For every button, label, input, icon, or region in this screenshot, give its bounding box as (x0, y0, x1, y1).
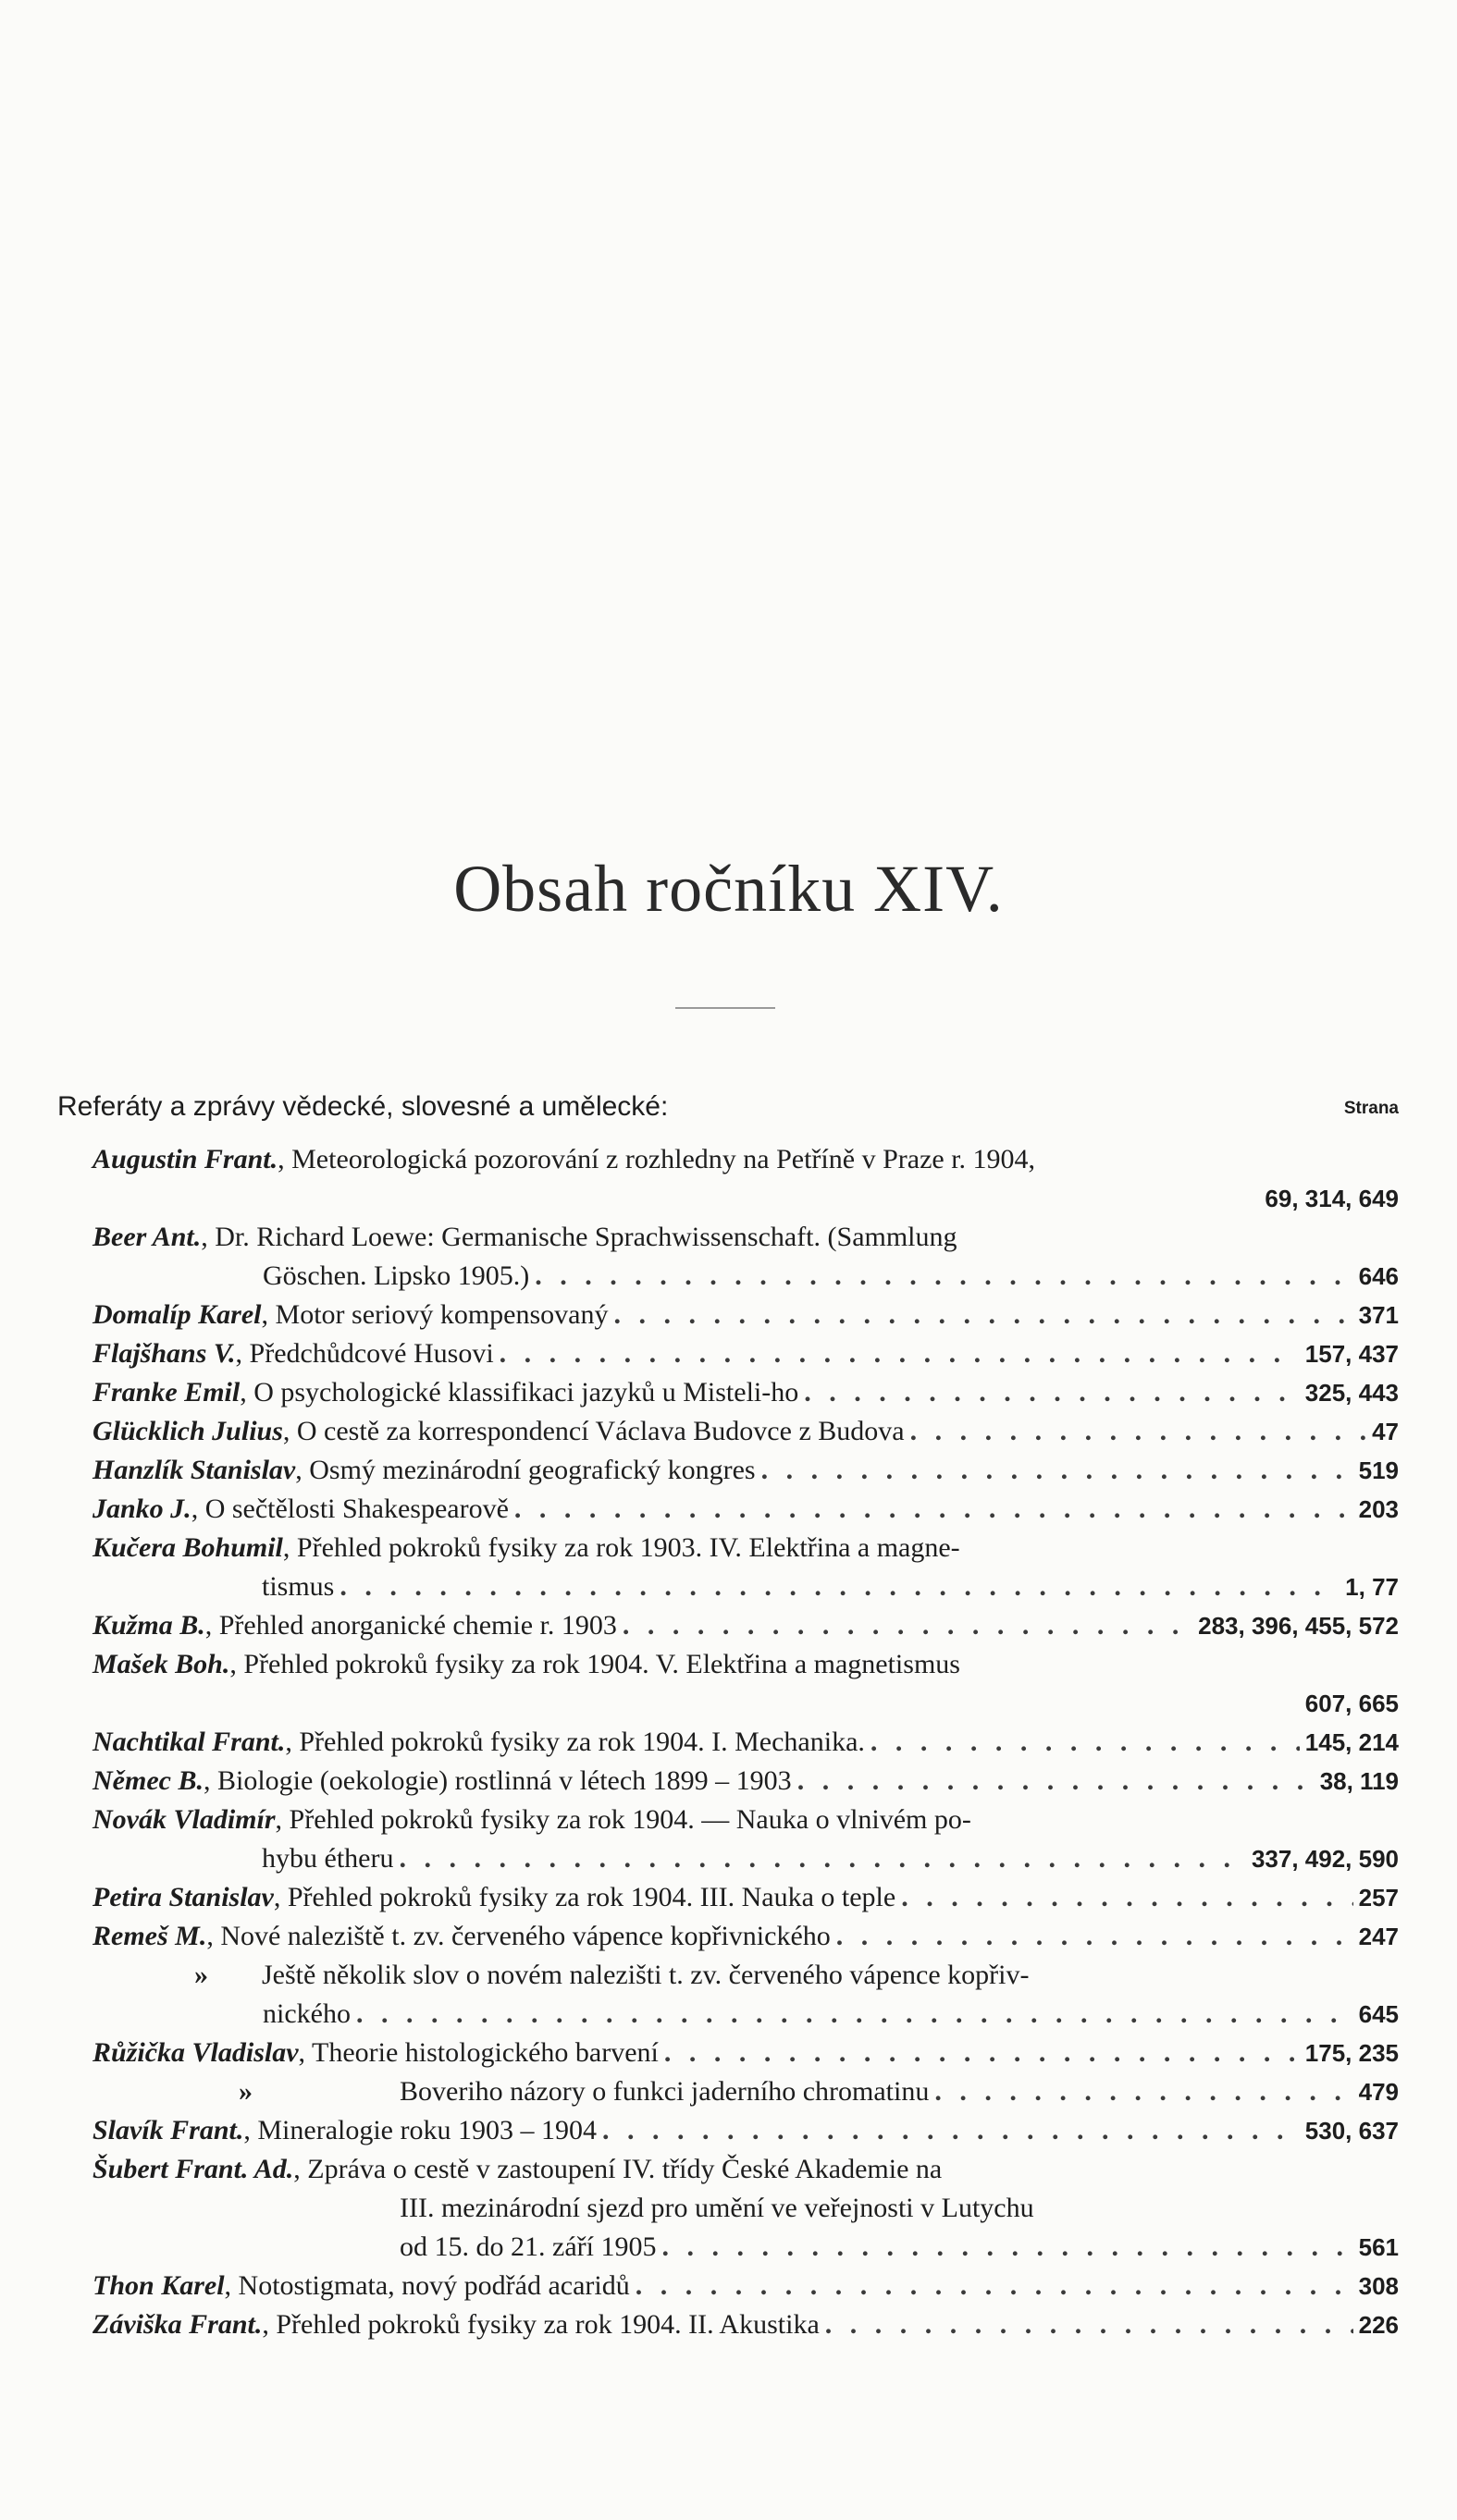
entry-title: Dr. Richard Loewe: Germanische Sprachwissenschaft. (Sammlung (215, 1222, 957, 1252)
toc-entry: Nachtikal Frant., Přehled pokroků fysiky za rok 1904. I. Mechanika. . . . 145, 214 (93, 1723, 1399, 1762)
entry-title-continued: Göschen. Lipsko 1905.) (263, 1260, 530, 1291)
page-column-label: Strana (1343, 1099, 1399, 1118)
entry-title: Biologie (oekologie) rostlinná v létech 1899 – 1903 (216, 1765, 792, 1796)
entry-author: Thon Karel (93, 2270, 225, 2301)
toc-entry: Růžička Vladislav, Theorie histologického barvení . . . 175, 235 (93, 2034, 1399, 2072)
toc-entry (93, 1956, 1399, 2034)
toc-entry: Němec B., Biologie (oekologie) rostlinná v létech 1899 – 1903 . . . 38, 119 (93, 1762, 1399, 1801)
toc-entry: Hanzlík Stanislav, Osmý mezinárodní geografický kongres . . . 519 (93, 1451, 1399, 1490)
entry-author: Kužma B. (93, 1610, 205, 1641)
toc-entry (93, 2072, 1399, 2111)
dot-leader (356, 1995, 1353, 2034)
toc-entry: Glücklich Julius, O cestě za korrespondencí Václava Budovce z Budova . . . 47 (93, 1412, 1399, 1451)
toc-entry: Šubert Frant. Ad., Zpráva o cestě v zastoupení IV. třídy České Akademie na III. mezinárodní sjezd pro umění ve veřejnosti v Lutychu od 15. do 21. září 1905 . . . 561 (93, 2150, 1399, 2267)
entry-pages: 479 (1358, 2078, 1399, 2106)
toc-entry: Remeš M., Nové naleziště t. zv. červeného vápence kopřivnického . . . 247 (93, 1917, 1399, 1956)
entry-author: Petira Stanislav (93, 1882, 274, 1912)
entry-pages: 38, 119 (1319, 1767, 1399, 1795)
toc-entry: Záviška Frant., Přehled pokroků fysiky za rok 1904. II. Akustika . . . 226 (93, 2305, 1399, 2344)
dot-leader (901, 1878, 1352, 1917)
toc-entry: Beer Ant., Dr. Richard Loewe: Germanische Sprachwissenschaft. (Sammlung Göschen. Lipsko 1905.) . . . 646 (93, 1218, 1399, 1296)
toc-entry: Franke Emil, O psychologické klassifikaci jazyků u Misteli-ho . . . 325, 443 (93, 1373, 1399, 1412)
dot-leader (825, 2305, 1353, 2344)
entry-pages: 607, 665 (1304, 1690, 1399, 1717)
ditto-mark: » (239, 2076, 253, 2107)
entry-title: Přehled pokroků fysiky za rok 1904. III. Nauka o teple (287, 1882, 896, 1912)
dot-leader (399, 1839, 1245, 1878)
entry-title: Motor seriový kompensovaný (275, 1299, 609, 1330)
entry-title: Meteorologická pozorování z rozhledny na Petříně v Praze r. 1904, (291, 1144, 1036, 1174)
dot-leader (623, 1606, 1192, 1645)
toc-entry: Petira Stanislav, Přehled pokroků fysiky za rok 1904. III. Nauka o teple . . . 257 (93, 1878, 1399, 1917)
entry-pages: 337, 492, 590 (1251, 1845, 1399, 1873)
entry-author: Glücklich Julius (93, 1416, 283, 1446)
entry-pages: 69, 314, 649 (1265, 1185, 1399, 1212)
dot-leader (761, 1451, 1353, 1490)
dot-leader (340, 1567, 1340, 1606)
entry-author: Domalíp Karel (93, 1299, 262, 1330)
entry-title-continued: tismus (262, 1571, 335, 1602)
entry-author: Beer Ant. (93, 1222, 202, 1252)
entry-title: Nové naleziště t. zv. červeného vápence kopřivnického (220, 1921, 831, 1951)
entry-pages: 519 (1358, 1457, 1399, 1484)
entry-pages: 226 (1358, 2311, 1399, 2339)
entry-author: Augustin Frant. (93, 1144, 278, 1174)
entry-title-continued: nického (263, 1998, 351, 2029)
dot-leader (664, 2034, 1300, 2072)
dot-leader (836, 1917, 1353, 1956)
toc-entry: Thon Karel, Notostigmata, nový podřád acaridů . . . 308 (93, 2267, 1399, 2305)
entry-title: Mineralogie roku 1903 – 1904 (257, 2115, 597, 2145)
entry-pages: 145, 214 (1304, 1728, 1399, 1756)
toc-entry: Novák Vladimír, Přehled pokroků fysiky za rok 1904. — Nauka o vlnivém po- hybu étheru . . . 337, 492, 590 (93, 1801, 1399, 1878)
entry-title: Přehled pokroků fysiky za rok 1904. I. Mechanika. (299, 1727, 865, 1757)
entry-title: O psychologické klassifikaci jazyků u Misteli-ho (253, 1377, 799, 1408)
entry-pages: 530, 637 (1304, 2117, 1399, 2145)
dot-leader (804, 1373, 1300, 1412)
entry-author: Flajšhans V. (93, 1338, 236, 1369)
entry-author: Franke Emil (93, 1377, 241, 1408)
dot-leader (500, 1334, 1300, 1373)
toc-entry: Slavík Frant., Mineralogie roku 1903 – 1904 . . . 530, 637 (93, 2111, 1399, 2150)
dot-leader (535, 1257, 1352, 1296)
dot-leader (514, 1490, 1353, 1529)
dot-leader (797, 1762, 1315, 1801)
entry-pages: 645 (1358, 2000, 1399, 2028)
entry-title-continued: III. mezinárodní sjezd pro umění ve veřejnosti v Lutychu (400, 2193, 1034, 2223)
entry-title: Přehled anorganické chemie r. 1903 (218, 1610, 617, 1641)
entry-pages: 175, 235 (1304, 2039, 1399, 2067)
entry-author: Janko J. (93, 1494, 191, 1524)
entry-title-continued: od 15. do 21. září 1905 (400, 2231, 657, 2262)
entry-author: Kučera Bohumil (93, 1532, 283, 1563)
entry-author: Remeš M. (93, 1921, 207, 1951)
entry-title-continued: hybu étheru (262, 1843, 394, 1874)
entry-author: Hanzlík Stanislav (93, 1455, 296, 1485)
entry-title: Zpráva o cestě v zastoupení IV. třídy České Akademie na (307, 2154, 943, 2184)
entry-title: Osmý mezinárodní geografický kongres (309, 1455, 756, 1485)
ditto-mark: » (194, 1960, 208, 1990)
dot-leader (613, 1296, 1352, 1334)
entry-title: O sečtělosti Shakespearově (204, 1494, 509, 1524)
toc-entry: Kučera Bohumil, Přehled pokroků fysiky za rok 1903. IV. Elektřina a magne- tismus . . . 1, 77 (93, 1529, 1399, 1606)
entry-author: Růžička Vladislav (93, 2037, 299, 2068)
entry-title: O cestě za korrespondencí Václava Budovce z Budova (296, 1416, 905, 1446)
entry-pages: 257 (1358, 1884, 1399, 1912)
toc-entry: Domalíp Karel, Motor seriový kompensovaný . . . 371 (93, 1296, 1399, 1334)
toc-entry: Flajšhans V., Předchůdcové Husovi . . . 157, 437 (93, 1334, 1399, 1373)
entry-pages: 325, 443 (1304, 1379, 1399, 1407)
entry-author: Slavík Frant. (93, 2115, 244, 2145)
dot-leader (636, 2267, 1353, 2305)
entry-pages: 157, 437 (1304, 1340, 1399, 1368)
table-of-contents (0, 1140, 1457, 2344)
entry-pages: 561 (1358, 2233, 1399, 2261)
entry-pages: 47 (1372, 1418, 1399, 1445)
entry-author: Záviška Frant. (93, 2309, 263, 2340)
dot-leader (934, 2072, 1352, 2111)
entry-pages: 646 (1358, 1262, 1399, 1290)
entry-author: Nachtikal Frant. (93, 1727, 286, 1757)
dot-leader (910, 1412, 1366, 1451)
entry-author: Šubert Frant. Ad. (93, 2154, 294, 2184)
section-heading-text: Referáty a zprávy vědecké, slovesné a umělecké: (57, 1091, 669, 1122)
toc-entry: Mašek Boh., Přehled pokroků fysiky za rok 1904. V. Elektřina a magnetismus 607, 665 (93, 1645, 1399, 1723)
entry-title: Theorie histologického barvení (312, 2037, 659, 2068)
entry-author: Němec B. (93, 1765, 204, 1796)
section-heading (57, 1091, 1399, 1123)
toc-entry: Augustin Frant., Meteorologická pozorování z rozhledny na Petříně v Praze r. 1904, 69, 314, 649 (93, 1140, 1399, 1218)
entry-pages: 371 (1358, 1301, 1399, 1329)
entry-pages: 283, 396, 455, 572 (1198, 1612, 1399, 1640)
entry-title: Přehled pokroků fysiky za rok 1904. — Nauka o vlnivém po- (289, 1804, 971, 1835)
entry-pages: 247 (1358, 1923, 1399, 1950)
page-title: Obsah ročníku XIV. (453, 852, 1004, 926)
entry-title: Předchůdcové Husovi (249, 1338, 494, 1369)
entry-title: Ještě několik slov o novém nalezišti t. zv. červeného vápence kopřiv- (262, 1960, 1030, 1990)
entry-author: Mašek Boh. (93, 1649, 230, 1679)
toc-entry: Kužma B., Přehled anorganické chemie r. 1903 . . . 283, 396, 455, 572 (93, 1606, 1399, 1645)
toc-entry: Janko J., O sečtělosti Shakespearově . . . 203 (93, 1490, 1399, 1529)
entry-author: Novák Vladimír (93, 1804, 276, 1835)
entry-pages: 203 (1358, 1495, 1399, 1523)
dot-leader (661, 2228, 1352, 2267)
entry-title: Přehled pokroků fysiky za rok 1904. II. Akustika (276, 2309, 820, 2340)
dot-leader (602, 2111, 1300, 2150)
entry-pages: 1, 77 (1345, 1573, 1399, 1601)
entry-title: Boveriho názory o funkci jaderního chromatinu (400, 2076, 930, 2107)
title-divider (675, 1007, 775, 1009)
entry-title: Přehled pokroků fysiky za rok 1903. IV. Elektřina a magne- (296, 1532, 960, 1563)
entry-title: Přehled pokroků fysiky za rok 1904. V. Elektřina a magnetismus (243, 1649, 960, 1679)
entry-pages: 308 (1358, 2272, 1399, 2300)
entry-title: Notostigmata, nový podřád acaridů (238, 2270, 630, 2301)
dot-leader (870, 1723, 1300, 1762)
